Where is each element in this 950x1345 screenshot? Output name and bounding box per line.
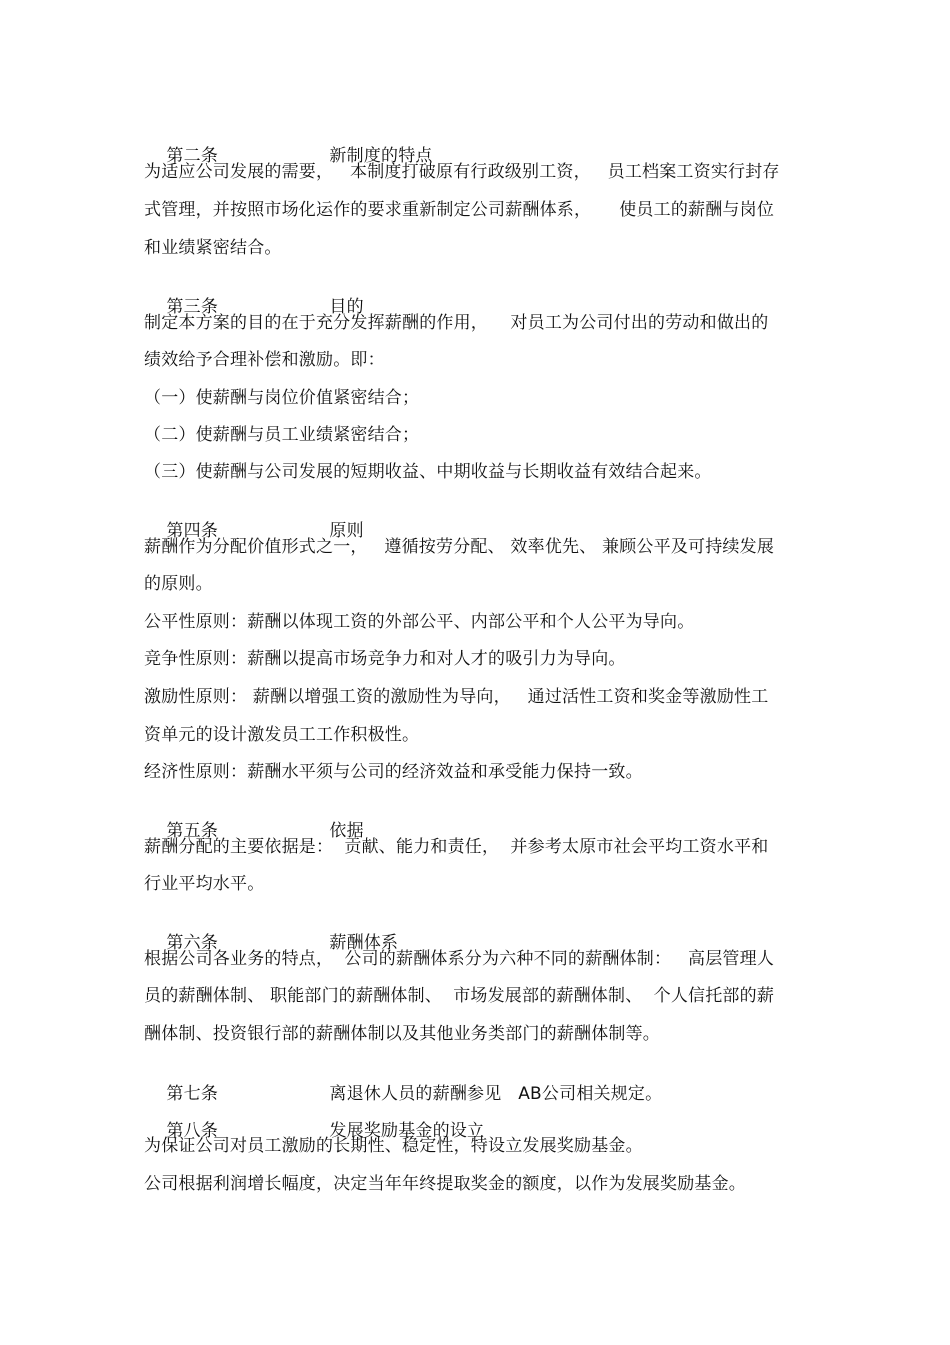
article-title: 离退休人员的薪酬参见 AB公司相关规定。 — [329, 1084, 663, 1104]
list-item: （二）使薪酬与员工业绩紧密结合； — [144, 425, 420, 445]
paragraph-line: 行业平均水平。 — [144, 874, 265, 894]
paragraph-line: 和业绩紧密结合。 — [144, 238, 282, 258]
paragraph-line: 公司根据利润增长幅度，决定当年年终提取奖金的额度，以作为发展奖励基金。 — [144, 1174, 746, 1194]
article-number: 第六条 — [166, 933, 219, 953]
paragraph-line: 激励性原则： 薪酬以增强工资的激励性为导向， 通过活性工资和奖金等激励性工 — [144, 687, 769, 707]
article-title: 原则 — [329, 521, 364, 541]
list-item: （三）使薪酬与公司发展的短期收益、中期收益与长期收益有效结合起来。 — [144, 462, 712, 482]
article-number: 第三条 — [166, 297, 219, 317]
paragraph-line: 式管理，并按照市场化运作的要求重新制定公司薪酬体系， 使员工的薪酬与岗位 — [144, 200, 775, 220]
article-number: 第八条 — [166, 1121, 219, 1141]
paragraph-line: 为保证公司对员工激励的长期性、稳定性，特设立发展奖励基金。 — [144, 1136, 643, 1156]
article-title: 新制度的特点 — [329, 146, 433, 166]
article-title: 依据 — [329, 821, 364, 841]
article-title: 薪酬体系 — [329, 933, 399, 953]
paragraph-line: 竞争性原则：薪酬以提高市场竞争力和对人才的吸引力为导向。 — [144, 649, 626, 669]
paragraph-line: 绩效给予合理补偿和激励。即： — [144, 350, 385, 370]
paragraph-line: 薪酬分配的主要依据是： 贡献、能力和责任， 并参考太原市社会平均工资水平和 — [144, 837, 769, 857]
article-number: 第五条 — [166, 821, 219, 841]
article-number: 第二条 — [166, 146, 219, 166]
paragraph-line: 薪酬作为分配价值形式之一， 遵循按劳分配、 效率优先、 兼顾公平及可持续发展 — [144, 537, 775, 557]
paragraph-line: 公平性原则：薪酬以体现工资的外部公平、内部公平和个人公平为导向。 — [144, 612, 695, 632]
paragraph-line: 资单元的设计激发员工工作积极性。 — [144, 725, 420, 745]
paragraph-line: 根据公司各业务的特点， 公司的薪酬体系分为六种不同的薪酬体制： 高层管理人 — [144, 949, 775, 969]
paragraph-line: 的原则。 — [144, 574, 213, 594]
article-number: 第七条 — [166, 1084, 219, 1104]
paragraph-line: 为适应公司发展的需要， 本制度打破原有行政级别工资， 员工档案工资实行封存 — [144, 162, 780, 182]
paragraph-line: 经济性原则：薪酬水平须与公司的经济效益和承受能力保持一致。 — [144, 762, 643, 782]
paragraph-line: 员的薪酬体制、 职能部门的薪酬体制、 市场发展部的薪酬体制、 个人信托部的薪 — [144, 986, 775, 1006]
article-title: 发展奖励基金的设立 — [329, 1121, 485, 1141]
list-item: （一）使薪酬与岗位价值紧密结合； — [144, 388, 420, 408]
article-title: 目的 — [329, 297, 364, 317]
paragraph-line: 酬体制、投资银行部的薪酬体制以及其他业务类部门的薪酬体制等。 — [144, 1024, 660, 1044]
paragraph-line: 制定本方案的目的在于充分发挥薪酬的作用， 对员工为公司付出的劳动和做出的 — [144, 313, 769, 333]
article-number: 第四条 — [166, 521, 219, 541]
